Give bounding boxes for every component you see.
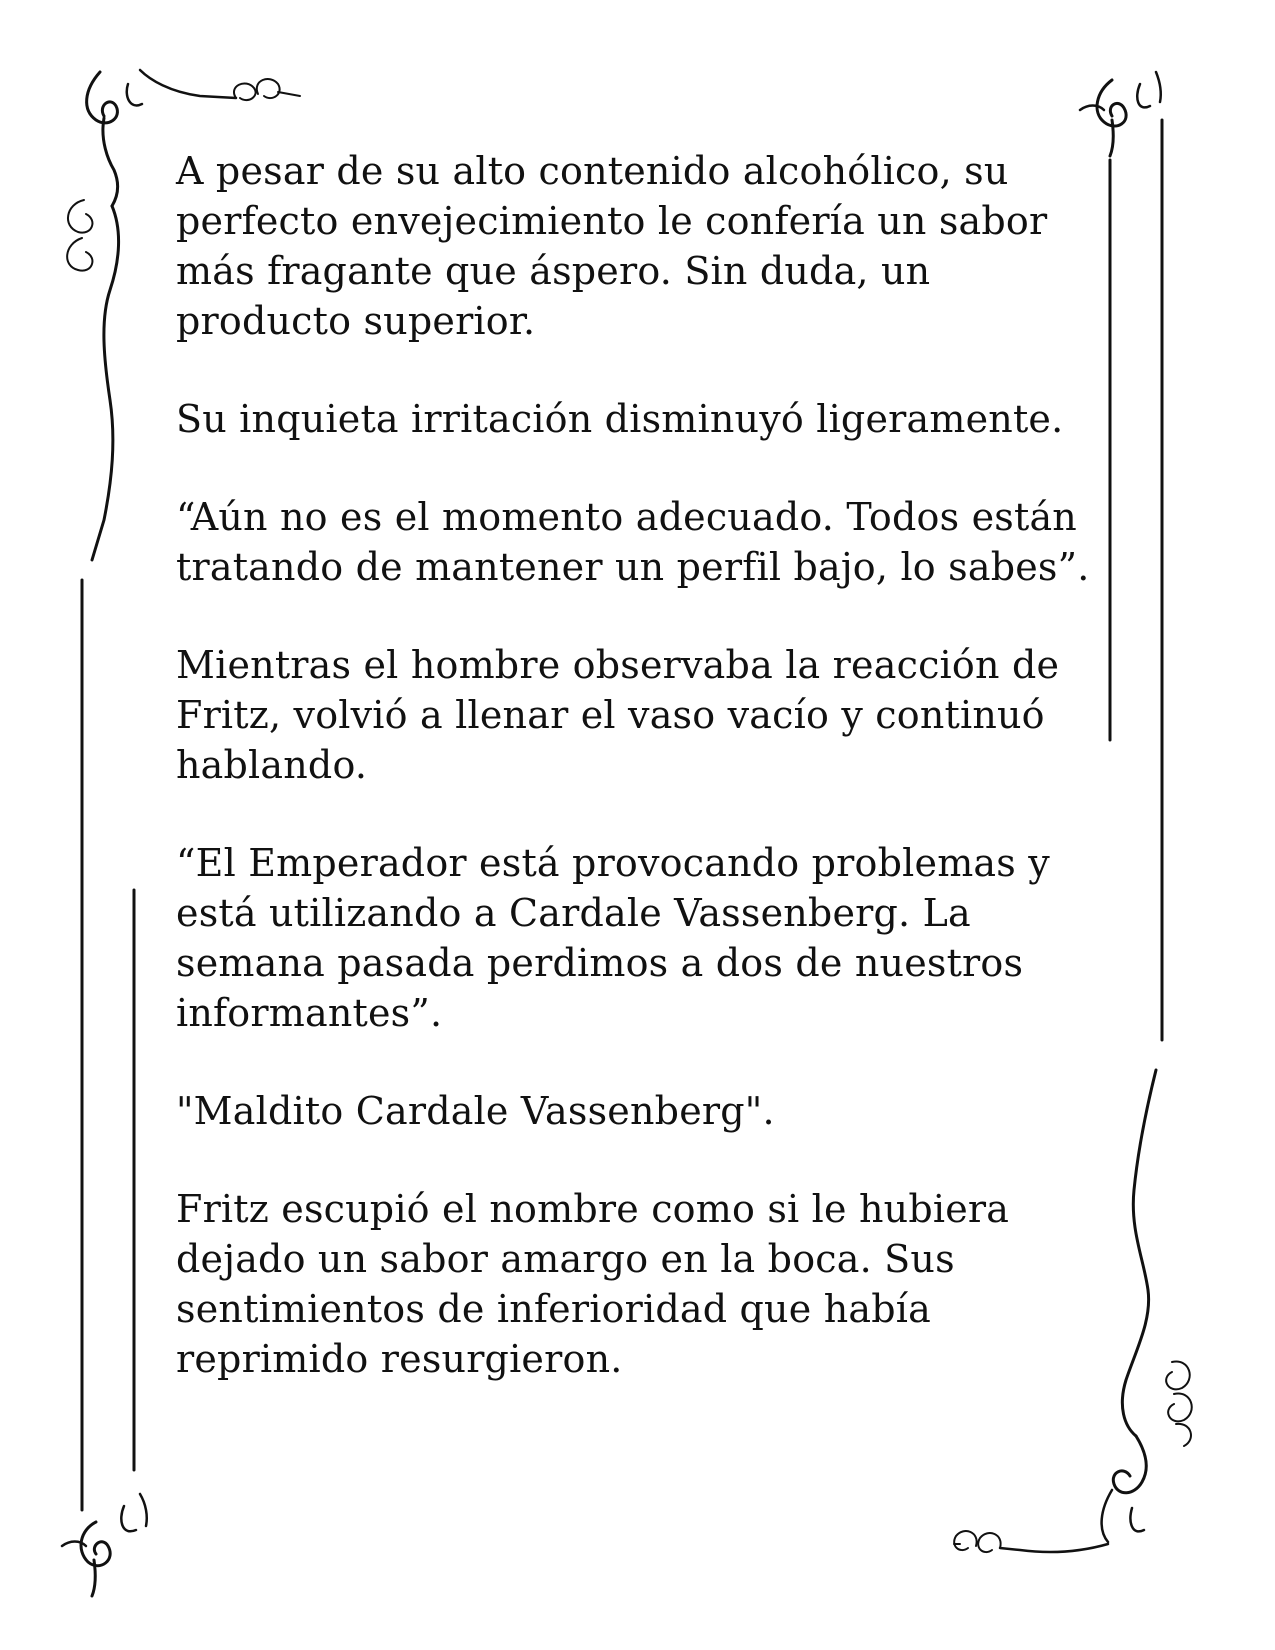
paragraph: Su inquieta irritación disminuyó ligeramente. bbox=[176, 397, 1064, 441]
paragraph: “El Emperador está provocando problemas y está utilizando a Cardale Vassenberg. La semana pasada perdimos a dos de nuestros informantes”. bbox=[176, 841, 1050, 1035]
bottom-left-flourish-ornament bbox=[62, 890, 147, 1596]
body-text bbox=[176, 146, 1096, 1432]
paragraph: "Maldito Cardale Vassenberg". bbox=[176, 1089, 775, 1133]
paragraph: “Aún no es el momento adecuado. Todos están tratando de mantener un perfil bajo, lo sabes”. bbox=[176, 495, 1090, 589]
paragraph: Mientras el hombre observaba la reacción de Fritz, volvió a llenar el vaso vacío y continuó hablando. bbox=[176, 643, 1060, 787]
paragraph: A pesar de su alto contenido alcohólico, su perfecto envejecimiento le confería un sabor más fragante que áspero. Sin duda, un producto superior. bbox=[176, 149, 1048, 343]
paragraph: Fritz escupió el nombre como si le hubiera dejado un sabor amargo en la boca. Sus sentimientos de inferioridad que había reprimido resurgieron. bbox=[176, 1187, 1010, 1381]
